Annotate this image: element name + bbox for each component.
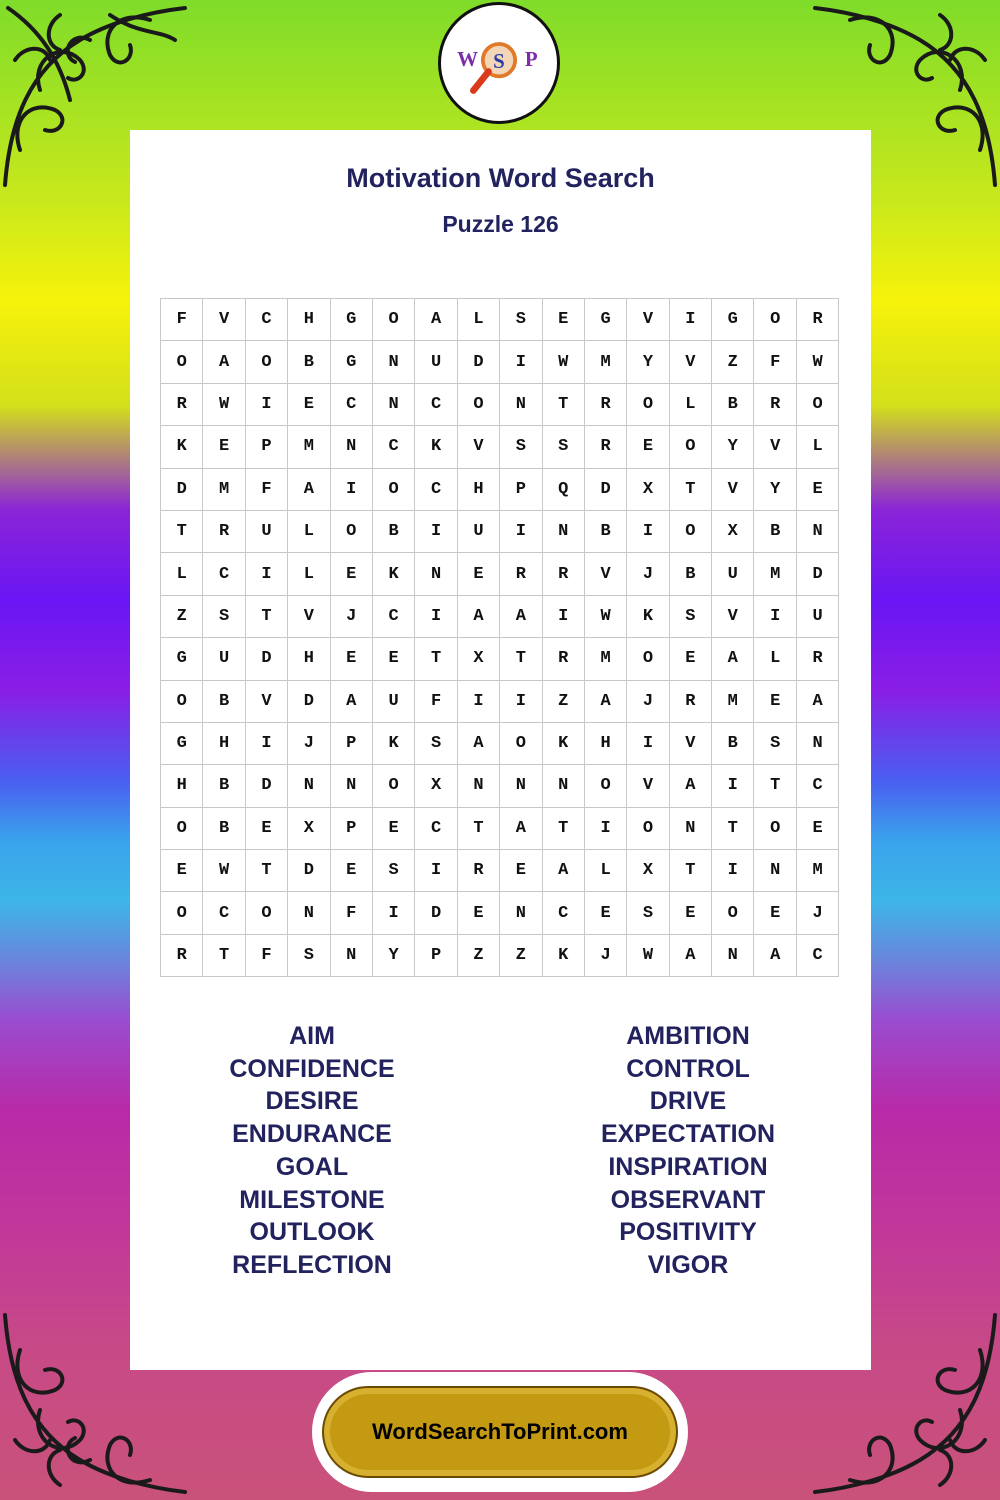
grid-cell: C [797,935,839,977]
grid-cell: M [797,850,839,892]
letter-grid [160,298,839,977]
grid-cell: W [543,341,585,383]
grid-cell: E [288,384,330,426]
grid-cell: J [797,892,839,934]
grid-cell: B [373,511,415,553]
grid-cell: O [797,384,839,426]
grid-cell: C [797,765,839,807]
grid-cell: A [670,765,712,807]
grid-cell: I [415,596,457,638]
grid-cell: P [500,469,542,511]
word-list-item: REFLECTION [232,1250,392,1279]
grid-cell: V [754,426,796,468]
word-list-right [538,1020,838,1282]
grid-cell: T [712,808,754,850]
grid-cell: B [203,765,245,807]
grid-cell: G [161,723,203,765]
grid-cell: B [712,723,754,765]
grid-cell: Z [712,341,754,383]
grid-cell: T [500,638,542,680]
grid-cell: X [627,850,669,892]
grid-cell: N [712,935,754,977]
grid-cell: L [585,850,627,892]
grid-cell: B [288,341,330,383]
grid-cell: I [415,850,457,892]
grid-cell: D [246,765,288,807]
grid-cell: N [797,723,839,765]
grid-cell: R [797,638,839,680]
grid-cell: M [712,681,754,723]
grid-cell: I [246,723,288,765]
grid-cell: F [754,341,796,383]
grid-cell: A [203,341,245,383]
grid-cell: N [288,765,330,807]
word-list-item: MILESTONE [239,1185,385,1214]
grid-cell: V [712,596,754,638]
grid-cell: B [203,808,245,850]
grid-cell: H [203,723,245,765]
grid-cell: O [458,384,500,426]
grid-cell: L [458,299,500,341]
grid-cell: K [543,723,585,765]
grid-cell: I [246,553,288,595]
grid-cell: N [543,511,585,553]
grid-cell: I [670,299,712,341]
grid-cell: T [543,808,585,850]
grid-cell: C [203,892,245,934]
grid-cell: N [500,384,542,426]
grid-cell: U [203,638,245,680]
grid-cell: V [670,723,712,765]
grid-cell: T [670,850,712,892]
grid-cell: I [627,511,669,553]
grid-cell: M [203,469,245,511]
grid-cell: O [585,765,627,807]
grid-cell: R [670,681,712,723]
logo-letter-s: S [493,48,505,73]
grid-cell: H [288,299,330,341]
grid-cell: I [500,511,542,553]
grid-cell: K [543,935,585,977]
grid-cell: P [246,426,288,468]
grid-cell: O [161,341,203,383]
grid-cell: J [585,935,627,977]
grid-cell: W [203,384,245,426]
grid-cell: S [373,850,415,892]
grid-cell: N [543,765,585,807]
grid-cell: N [500,765,542,807]
grid-cell: E [203,426,245,468]
grid-cell: X [712,511,754,553]
grid-cell: J [288,723,330,765]
grid-cell: K [627,596,669,638]
grid-cell: E [670,638,712,680]
grid-cell: C [373,596,415,638]
grid-cell: X [288,808,330,850]
grid-cell: K [161,426,203,468]
grid-cell: V [670,341,712,383]
grid-cell: V [458,426,500,468]
grid-cell: B [670,553,712,595]
grid-cell: O [373,765,415,807]
grid-cell: S [627,892,669,934]
grid-cell: I [754,596,796,638]
grid-cell: Z [458,935,500,977]
grid-cell: Z [500,935,542,977]
grid-cell: U [797,596,839,638]
grid-cell: K [415,426,457,468]
word-list-item: INSPIRATION [608,1152,768,1181]
site-link-button[interactable] [322,1386,678,1478]
grid-cell: S [543,426,585,468]
word-list-item: AIM [289,1022,335,1050]
grid-cell: G [161,638,203,680]
grid-cell: J [627,553,669,595]
grid-cell: A [754,935,796,977]
grid-cell: D [288,850,330,892]
grid-cell: V [712,469,754,511]
word-list-item: DRIVE [649,1087,727,1116]
grid-cell: R [161,935,203,977]
grid-cell: W [797,341,839,383]
grid-cell: E [543,299,585,341]
puzzle-sheet [130,130,871,1370]
grid-cell: E [585,892,627,934]
grid-cell: N [373,341,415,383]
grid-cell: R [585,426,627,468]
grid-cell: V [585,553,627,595]
grid-cell: J [627,681,669,723]
grid-cell: T [458,808,500,850]
grid-cell: X [627,469,669,511]
grid-cell: C [415,808,457,850]
word-list-item: CONTROL [626,1054,750,1083]
grid-cell: I [543,596,585,638]
grid-cell: V [627,299,669,341]
grid-cell: A [670,935,712,977]
grid-cell: T [203,935,245,977]
grid-cell: C [415,469,457,511]
grid-cell: O [161,681,203,723]
grid-cell: S [670,596,712,638]
grid-cell: G [585,299,627,341]
grid-cell: C [203,553,245,595]
grid-cell: H [161,765,203,807]
grid-cell: S [500,426,542,468]
grid-cell: T [670,469,712,511]
grid-cell: S [203,596,245,638]
grid-cell: T [754,765,796,807]
grid-cell: O [161,892,203,934]
grid-cell: S [288,935,330,977]
grid-cell: V [203,299,245,341]
word-list-item: CONFIDENCE [229,1054,395,1083]
grid-cell: B [203,681,245,723]
grid-cell: W [585,596,627,638]
logo-letter-p: P [524,46,538,71]
word-list-left [162,1020,462,1282]
grid-cell: E [331,638,373,680]
grid-cell: T [161,511,203,553]
grid-cell: H [585,723,627,765]
grid-cell: R [500,553,542,595]
grid-cell: I [246,384,288,426]
grid-cell: C [543,892,585,934]
grid-cell: E [331,850,373,892]
grid-cell: V [288,596,330,638]
grid-cell: O [246,892,288,934]
grid-cell: Z [161,596,203,638]
grid-cell: P [331,808,373,850]
grid-cell: I [712,850,754,892]
grid-cell: D [246,638,288,680]
grid-cell: L [670,384,712,426]
grid-cell: V [246,681,288,723]
word-list-item: OUTLOOK [249,1218,375,1247]
grid-cell: L [161,553,203,595]
grid-cell: Y [627,341,669,383]
grid-cell: K [373,723,415,765]
grid-cell: E [754,892,796,934]
grid-cell: O [670,426,712,468]
grid-cell: X [415,765,457,807]
grid-cell: G [712,299,754,341]
grid-cell: N [331,765,373,807]
grid-cell: N [331,935,373,977]
grid-cell: D [161,469,203,511]
grid-cell: O [246,341,288,383]
grid-cell: F [246,469,288,511]
grid-cell: A [712,638,754,680]
grid-cell: W [203,850,245,892]
word-list-item: ENDURANCE [232,1120,392,1149]
puzzle-number: Puzzle 126 [442,211,559,237]
grid-cell: L [288,553,330,595]
grid-cell: A [585,681,627,723]
grid-cell: C [415,384,457,426]
grid-cell: N [415,553,457,595]
word-list-item: VIGOR [647,1250,729,1279]
grid-cell: E [500,850,542,892]
grid-cell: A [500,596,542,638]
grid-cell: K [373,553,415,595]
grid-cell: D [585,469,627,511]
grid-cell: L [288,511,330,553]
grid-cell: F [246,935,288,977]
grid-cell: Y [712,426,754,468]
grid-cell: B [754,511,796,553]
grid-cell: D [288,681,330,723]
grid-cell: H [288,638,330,680]
grid-cell: R [543,638,585,680]
grid-cell: O [373,469,415,511]
grid-cell: A [415,299,457,341]
grid-cell: X [458,638,500,680]
word-list-item: DESIRE [265,1087,359,1116]
grid-cell: A [331,681,373,723]
grid-cell: E [373,808,415,850]
grid-cell: H [458,469,500,511]
grid-cell: R [543,553,585,595]
word-list-item: AMBITION [626,1022,750,1050]
grid-cell: N [500,892,542,934]
grid-cell: G [331,341,373,383]
grid-cell: I [373,892,415,934]
grid-cell: C [373,426,415,468]
grid-cell: O [331,511,373,553]
grid-cell: A [288,469,330,511]
grid-cell: A [543,850,585,892]
grid-cell: O [627,808,669,850]
word-list-item: OBSERVANT [610,1185,766,1214]
grid-cell: F [415,681,457,723]
grid-cell: L [754,638,796,680]
grid-cell: I [331,469,373,511]
grid-cell: R [161,384,203,426]
grid-cell: W [627,935,669,977]
grid-cell: C [246,299,288,341]
grid-cell: A [797,681,839,723]
grid-cell: S [500,299,542,341]
grid-cell: A [458,596,500,638]
grid-cell: D [415,892,457,934]
grid-cell: T [543,384,585,426]
grid-cell: M [585,638,627,680]
grid-cell: E [797,808,839,850]
grid-cell: O [712,892,754,934]
site-link-label: WordSearchToPrint.com [372,1419,628,1444]
grid-cell: O [500,723,542,765]
grid-cell: N [670,808,712,850]
grid-cell: I [712,765,754,807]
grid-cell: U [458,511,500,553]
grid-cell: Y [373,935,415,977]
grid-cell: E [246,808,288,850]
grid-cell: P [331,723,373,765]
grid-cell: D [797,553,839,595]
grid-cell: T [246,596,288,638]
grid-cell: U [373,681,415,723]
grid-cell: F [161,299,203,341]
grid-cell: O [754,299,796,341]
grid-cell: A [458,723,500,765]
grid-cell: R [203,511,245,553]
grid-cell: I [458,681,500,723]
grid-cell: T [415,638,457,680]
grid-cell: G [331,299,373,341]
grid-cell: E [670,892,712,934]
word-list-item: POSITIVITY [619,1218,757,1247]
grid-cell: R [585,384,627,426]
grid-cell: C [331,384,373,426]
grid-cell: E [373,638,415,680]
grid-cell: N [458,765,500,807]
puzzle-title: Motivation Word Search [346,163,655,193]
grid-cell: A [500,808,542,850]
grid-cell: J [331,596,373,638]
logo-letter-w: W [457,46,479,71]
grid-cell: F [331,892,373,934]
grid-cell: V [627,765,669,807]
grid-cell: P [415,935,457,977]
grid-cell: O [161,808,203,850]
grid-cell: U [415,341,457,383]
grid-cell: R [754,384,796,426]
grid-cell: I [500,681,542,723]
grid-cell: Z [543,681,585,723]
grid-cell: M [288,426,330,468]
grid-cell: E [797,469,839,511]
wsp-logo [438,2,560,124]
grid-cell: L [797,426,839,468]
grid-cell: N [331,426,373,468]
grid-cell: O [754,808,796,850]
grid-cell: M [754,553,796,595]
grid-cell: I [627,723,669,765]
grid-cell: U [246,511,288,553]
grid-cell: Q [543,469,585,511]
grid-cell: E [627,426,669,468]
grid-cell: S [754,723,796,765]
grid-cell: D [458,341,500,383]
grid-cell: N [754,850,796,892]
grid-cell: B [712,384,754,426]
grid-cell: I [415,511,457,553]
grid-cell: N [373,384,415,426]
grid-cell: Y [754,469,796,511]
grid-cell: E [754,681,796,723]
grid-cell: B [585,511,627,553]
grid-cell: E [458,553,500,595]
grid-cell: T [246,850,288,892]
grid-cell: E [331,553,373,595]
grid-cell: R [458,850,500,892]
grid-cell: S [415,723,457,765]
grid-cell: N [797,511,839,553]
grid-cell: E [458,892,500,934]
word-list-item: EXPECTATION [600,1120,776,1149]
grid-cell: O [627,384,669,426]
grid-cell: O [627,638,669,680]
grid-cell: O [373,299,415,341]
word-list-item: GOAL [275,1152,349,1181]
grid-cell: N [288,892,330,934]
grid-cell: E [161,850,203,892]
grid-cell: I [585,808,627,850]
grid-cell: M [585,341,627,383]
grid-cell: R [797,299,839,341]
grid-cell: U [712,553,754,595]
grid-cell: O [670,511,712,553]
grid-cell: I [500,341,542,383]
